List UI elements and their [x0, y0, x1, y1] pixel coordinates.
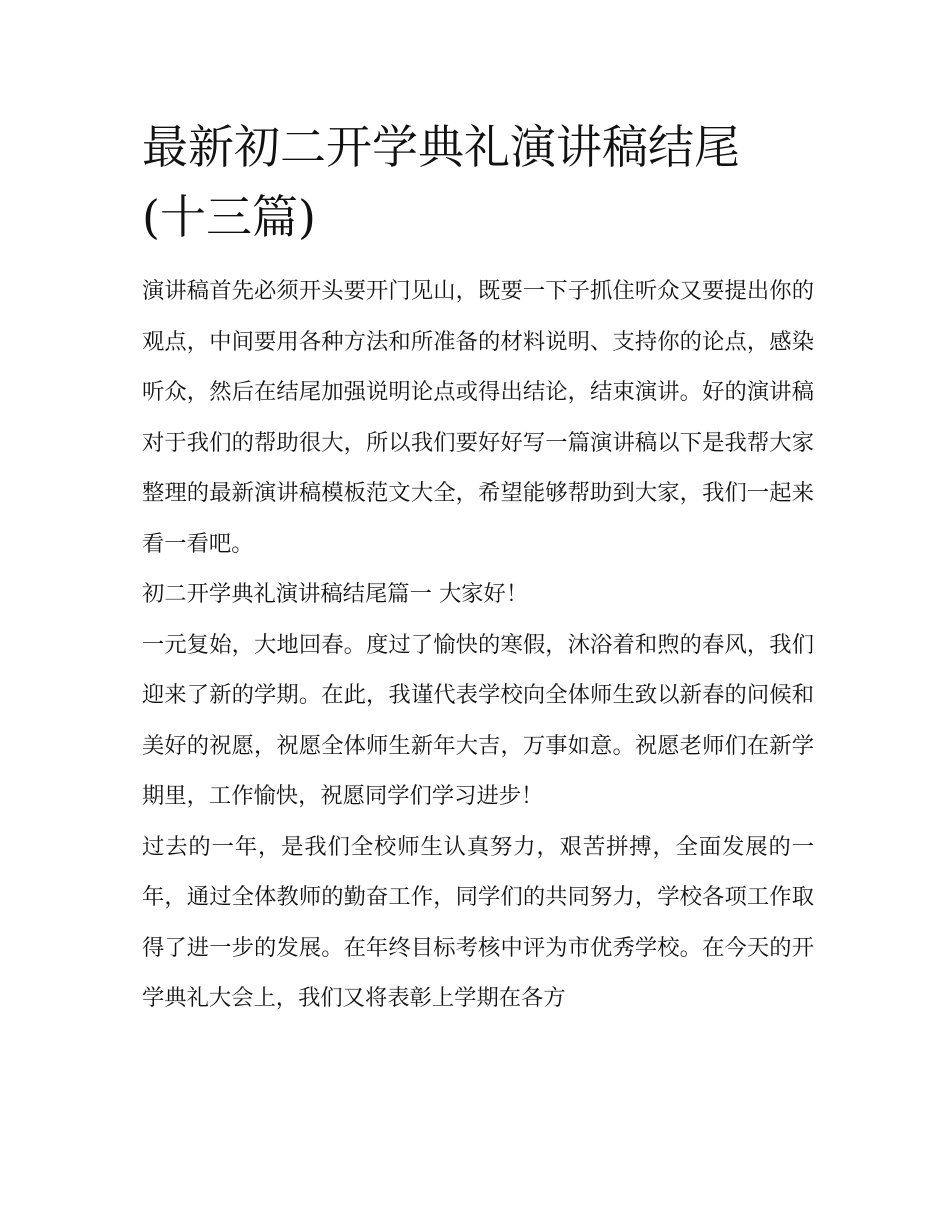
document-title [142, 112, 814, 252]
paragraph-intro: 演讲稿首先必须开头要开门见山，既要一下子抓住听众又要提出你的观点，中间要用各种方法和所准备的材料说明、支持你的论点，感染听众，然后在结尾加强说明论点或得出结论，结束演讲。好的演讲稿对于我们的帮助很大，所以我们要好好写一篇演讲稿以下是我帮大家整理的最新演讲稿模板范文大全，希望能够帮助到大家，我们一起来看一看吧。 [142, 278, 814, 557]
paragraph-review: 过去的一年，是我们全校师生认真努力，艰苦拼搏，全面发展的一年，通过全体教师的勤奋工作，同学们的共同努力，学校各项工作取得了进一步的发展。在年终目标考核中评为市优秀学校。在今天的开学典礼大会上，我们又将表彰上学期在各方 [142, 833, 814, 1011]
paragraph-heading-1: 初二开学典礼演讲稿结尾篇一 大家好！ [142, 581, 529, 607]
title-line-2: (十三篇) [142, 190, 316, 244]
paragraph-greeting: 一元复始，大地回春。度过了愉快的寒假，沐浴着和煦的春风，我们迎来了新的学期。在此，我谨代表学校向全体师生致以新春的问候和美好的祝愿，祝愿全体师生新年大吉，万事如意。祝愿老师们在新学期里，工作愉快，祝愿同学们学习进步！ [142, 631, 814, 809]
title-line-1: 最新初二开学典礼演讲稿结尾 [142, 120, 740, 174]
document-page [142, 112, 814, 1024]
document-body [142, 266, 814, 1024]
